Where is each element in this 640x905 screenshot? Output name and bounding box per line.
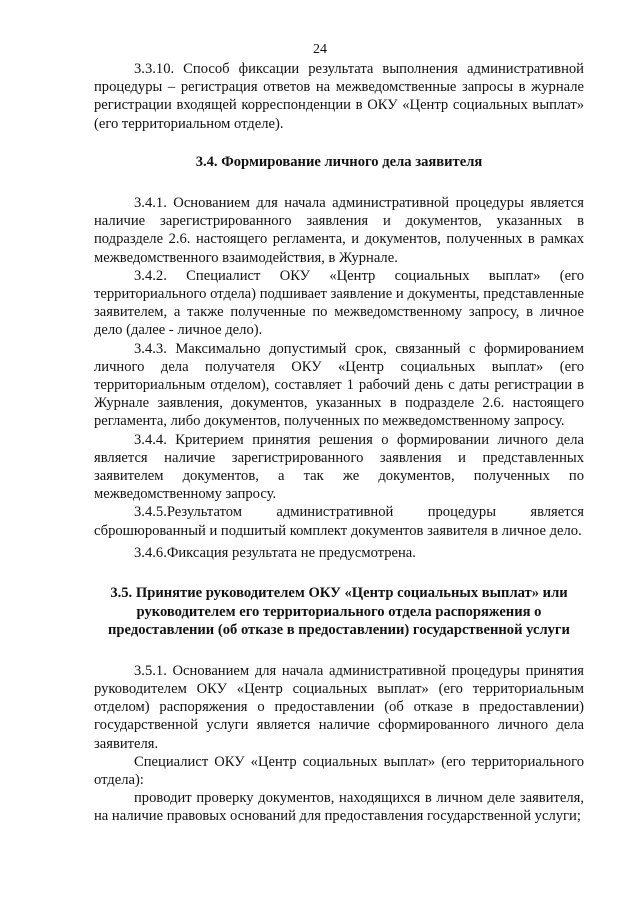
paragraph-3-4-4: 3.4.4. Критерием принятия решения о формировании личного дела является наличие зарегистрированного заявления и представленных заявителем документов, а так же документов, полученных по межведомственному запросу. [94, 431, 584, 503]
paragraph-3-3-10: 3.3.10. Способ фиксации результата выполнения административной процедуры – регистрация ответов на межведомственные запросы в журнале регистрации входящей корреспонденции в ОКУ «Центр социальных выплат» (его территориальном отделе). [94, 61, 584, 132]
paragraph-3-4-6: 3.4.6.Фиксация результата не предусмотрена. [134, 544, 416, 561]
paragraph-3-4-2: 3.4.2. Специалист ОКУ «Центр социальных выплат» (его территориального отдела) подшивает заявление и документы, представленные заявителем, а также полученные по межведомственному запросу, в личное дело (далее - личное дело). [94, 267, 584, 339]
document-body [94, 60, 584, 826]
paragraph-3-4-1: 3.4.1. Основанием для начала административной процедуры является наличие зарегистрированного заявления и документов, указанных в подразделе 2.6. настоящего регламента, и документов, полученных в рамках межведомственного взаимодействия, в Журнале. [94, 195, 584, 266]
paragraph-3-4-5: 3.4.5.Результатом административной процедуры является сброшюрованный и подшитый комплект документов заявителя в личное дело. [94, 504, 584, 539]
section-heading-3-5: 3.5. Принятие руководителем ОКУ «Центр социальных выплат» или руководителем его территориального отдела распоряжения о предоставлении (об отказе в предоставлении) государственной услуги [108, 585, 570, 639]
section-heading-3-4: 3.4. Формирование личного дела заявителя [195, 153, 483, 170]
paragraph-3-4-3: 3.4.3. Максимально допустимый срок, связанный с формированием личного дела получателя ОКУ «Центр социальных выплат» (его территориальным отделом), составляет 1 рабочий день с даты регистрации в Журнале заявления, документов, указанных в подразделе 2.6. настоящего регламента, либо документов, полученных по межведомственному запросу. [94, 340, 584, 430]
page-number: 24 [313, 42, 327, 57]
paragraph-specialist: Специалист ОКУ «Центр социальных выплат» (его территориального отдела): [94, 753, 584, 789]
paragraph-3-5-1: 3.5.1. Основанием для начала административной процедуры принятия руководителем ОКУ «Центр социальных выплат» (его территориальным отделом) распоряжения о предоставлении (об отказе в предоставлении) государственной услуги является наличие сформированного личного дела заявителя. [94, 662, 584, 752]
paragraph-check-documents: проводит проверку документов, находящихся в личном деле заявителя, на наличие правовых оснований для предоставления государственной услуги; [94, 790, 584, 825]
